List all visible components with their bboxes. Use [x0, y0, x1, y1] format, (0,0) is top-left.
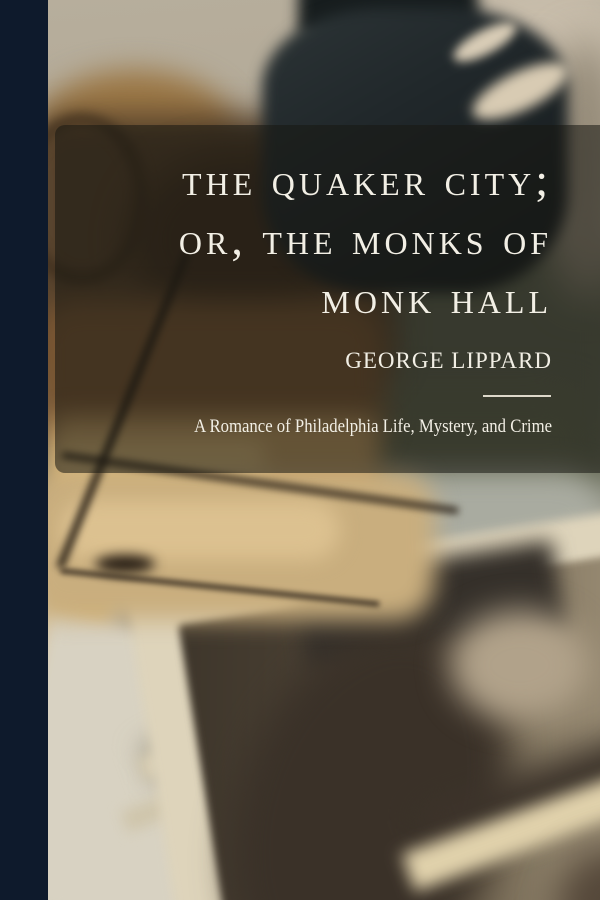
mountain-cloud	[450, 610, 590, 720]
title-line-1: the quaker city;	[182, 154, 552, 205]
twine-knot	[95, 555, 155, 573]
cover-text	[55, 0, 552, 442]
book-subtitle: A Romance of Philadelphia Life, Mystery, and Crime	[194, 416, 552, 437]
book-title	[55, 150, 552, 327]
paper-bundle-highlight	[60, 500, 340, 560]
author-name: GEORGE LIPPARD	[345, 348, 552, 373]
left-navy-band	[0, 0, 48, 900]
title-line-3: monk hall	[321, 272, 552, 323]
title-line-2: or, the monks of	[178, 213, 552, 264]
author-divider	[483, 395, 551, 397]
